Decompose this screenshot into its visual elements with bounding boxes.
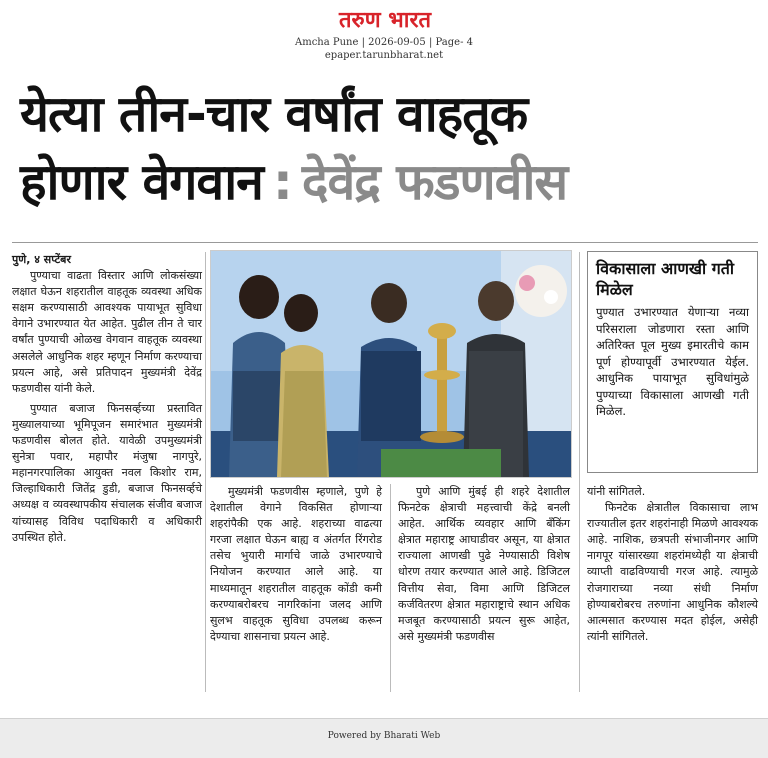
column-separator: [390, 484, 391, 692]
headline-line-2: [20, 152, 760, 212]
edition-info: Amcha Pune | 2026-09-05 | Page- 4: [294, 37, 473, 48]
article-paragraph: यांनी सांगितले.: [587, 485, 646, 498]
article-paragraph: पुणे आणि मुंबई ही शहरे देशातील फिनटेक क्षेत्राची महत्त्वाची केंद्रे बनली आहेत. आर्थिक व्यवहार आणि बँकिंग क्षेत्रात महाराष्ट्र आघाडीवर असून, या क्षेत्रात राज्याला आणखी पुढे नेण्यासाठी विशेष धोरण तयार करण्यात आले आहे. डिजिटल वित्तीय सेवा, विमा आणि डिजिटल कर्जवितरण क्षेत्रात महाराष्ट्राचे स्थान अधिक मजबूत करण्यासाठी प्रयत्न सुरू आहेत, असे मुख्यमंत्री फडणवीस: [398, 485, 570, 643]
article-column-4: [587, 484, 758, 645]
headline-line-2-text: होणार वेगवान: [20, 153, 263, 211]
column-separator: [205, 252, 206, 692]
headline-line-1: येत्या तीन-चार वर्षांत वाहतूक: [20, 85, 528, 143]
sidebar-box: [587, 251, 758, 473]
article-paragraph: फिनटेक क्षेत्रातील विकासाचा लाभ राज्यातील इतर शहरांनाही मिळणे आवश्यक आहे. नाशिक, छत्रपती संभाजीनगर आणि नागपूर यांसारख्या शहरांमध्येही या क्षेत्राची व्याप्ती वाढविण्याची गरज आहे. त्यामुळे रोजगाराच्या नव्या संधी निर्माण होण्याबरोबरच तरुणांना आधुनिक कौशल्ये आत्मसात करण्यास मदत होईल, असेही त्यांनी सांगितले.: [587, 501, 758, 643]
article-paragraph: मुख्यमंत्री फडणवीस म्हणाले, पुणे हे देशातील वेगाने विकसित होणाऱ्या शहरांपैकी एक आहे. शहराच्या वाढत्या गरजा लक्षात घेऊन बाह्य व अंतर्गत रिंगरोड तसेच भुयारी मार्गाचे जाळे उभारण्याचे नियोजन करण्यात आले आहे. या माध्यमातून शहरातील वाहतूक कोंडी कमी करण्याबरोबरच नागरिकांना जलद आणि सुलभ वाहतूक सुविधा उपलब्ध करून देण्याचा शासनाचा प्रयत्न आहे.: [210, 485, 382, 643]
powered-by-link[interactable]: Powered by Bharati Web: [327, 731, 441, 741]
article-column-2: [210, 484, 382, 645]
headline-divider: [12, 242, 758, 243]
sidebar-title: विकासाला आणखी गती मिळेल: [596, 259, 734, 299]
masthead-header: [0, 0, 768, 78]
dateline: पुणे, ४ सप्टेंबर: [12, 253, 71, 266]
newspaper-logo[interactable]: तरुण भारत: [339, 8, 431, 33]
article-column-3: [398, 484, 570, 645]
column-separator: [579, 252, 580, 692]
article-column-1: [12, 252, 202, 546]
page-footer: [0, 718, 768, 758]
article-paragraph: पुण्याचा वाढता विस्तार आणि लोकसंख्या लक्षात घेऊन शहरातील वाहतूक व्यवस्था अधिक सक्षम करण्यासाठी आवश्यक पायाभूत सुविधा वेगाने उभारण्यात येत आहेत. पुढील तीन ते चार वर्षांत पुण्याची ओळख वेगवान वाहतूक व्यवस्था असलेले आधुनिक शहर म्हणून निर्माण करण्याचा प्रयत्न आहे, असे प्रतिपादन मुख्यमंत्री देवेंद्र फडणवीस यांनी केले.: [12, 269, 202, 395]
epaper-url[interactable]: epaper.tarunbharat.net: [324, 50, 444, 61]
event-photo: [210, 250, 572, 478]
article-paragraph: पुण्यात बजाज फिनसर्व्हच्या प्रस्तावित मुख्यालयाच्या भूमिपूजन समारंभात मुख्यमंत्री फडणवीस बोलत होते. यावेळी उपमुख्यमंत्री सुनेत्रा पवार, महापौर मंजुषा नागपुरे, महानगरपालिका आयुक्त नवल किशोर राम, जिल्हाधिकारी जितेंद्र डुडी, बजाज फिनसर्व्हचे अध्यक्ष व व्यवस्थापकीय संचालक संजीव बजाज यांच्यासह विविध पदाधिकारी व अधिकारी उपस्थित होते.: [12, 401, 202, 544]
headline-colon: :: [272, 153, 292, 211]
sidebar-body: पुण्यात उभारण्यात येणाऱ्या नव्या परिसराला जोडणारा रस्ता आणि अतिरिक्त पूल मुख्य इमारतीचे काम पूर्ण होण्यापूर्वी उभारण्यात येईल. आधुनिक पायाभूत सुविधांमुळे पुण्याच्या विकासाला आणखी गती मिळेल.: [596, 305, 749, 418]
headline-speaker: देवेंद्र फडणवीस: [301, 153, 568, 211]
